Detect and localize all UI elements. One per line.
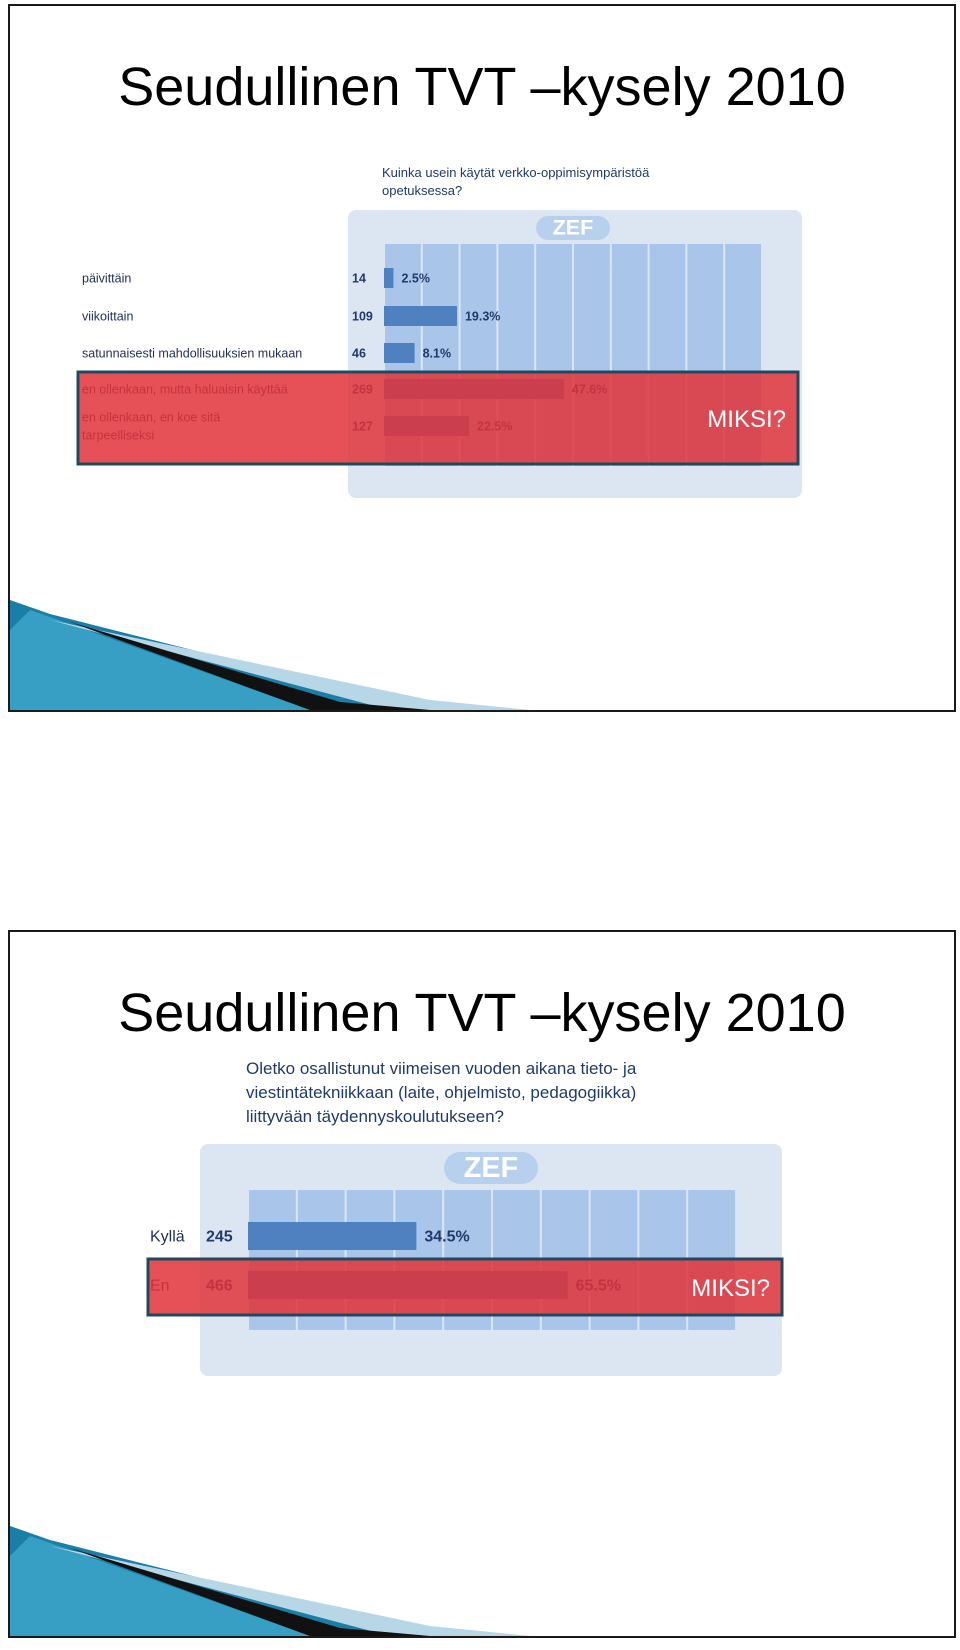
- chart-question-line: opetuksessa?: [382, 183, 463, 198]
- category-label: satunnaisesti mahdollisuuksien mukaan: [82, 346, 303, 361]
- chart-question-line: liittyvään täydennyskoulutukseen?: [246, 1107, 504, 1126]
- value-label: 2.5%: [401, 271, 430, 286]
- count-label: 245: [206, 1228, 233, 1246]
- value-label: 8.1%: [422, 346, 452, 361]
- category-label: viikoittain: [82, 309, 134, 324]
- highlight-box: [148, 1259, 782, 1315]
- highlight-box: [78, 372, 798, 464]
- miksi-label: MIKSI?: [707, 406, 786, 433]
- bar: [248, 1222, 416, 1250]
- slide-title: Seudullinen TVT –kysely 2010: [118, 983, 846, 1043]
- slide-1: [8, 4, 956, 712]
- count-label: 46: [352, 346, 366, 361]
- bar: [384, 268, 393, 288]
- count-label: 109: [352, 309, 373, 324]
- zef-logo-text: ZEF: [463, 1151, 519, 1184]
- bar: [384, 343, 415, 363]
- corner-decoration: [10, 600, 570, 710]
- chart-question-line: Oletko osallistunut viimeisen vuoden aikana tieto- ja: [246, 1059, 637, 1078]
- value-label: 19.3%: [464, 309, 501, 324]
- slide-2: [8, 930, 956, 1638]
- count-label: 14: [352, 271, 366, 286]
- bar: [384, 306, 457, 326]
- chart-question-line: viestintätekniikkaan (laite, ohjelmisto, pedagogiikka): [246, 1083, 637, 1102]
- corner-decoration: [10, 1526, 570, 1636]
- slide-title: Seudullinen TVT –kysely 2010: [118, 57, 846, 117]
- category-label: Kyllä: [150, 1228, 185, 1246]
- category-label: päivittäin: [82, 271, 132, 286]
- chart-question-line: Kuinka usein käytät verkko-oppimisympäristöä: [382, 165, 650, 180]
- miksi-label: MIKSI?: [691, 1275, 770, 1302]
- zef-logo-text: ZEF: [552, 214, 594, 240]
- value-label: 34.5%: [424, 1228, 470, 1246]
